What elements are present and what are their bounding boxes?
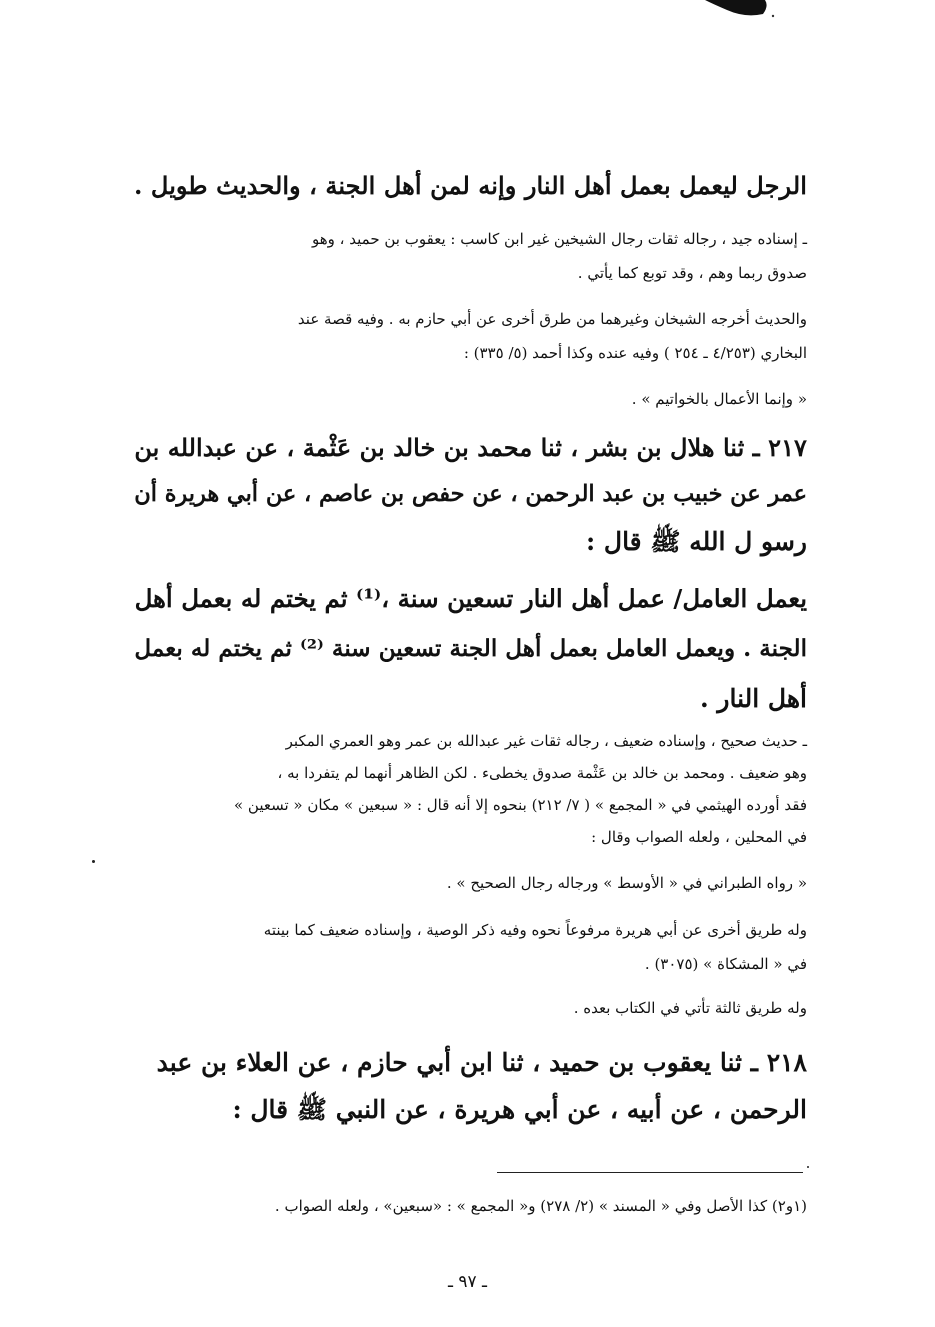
text-line: وله طريق أخرى عن أبي هريرة مرفوعاً نحوه وفيه ذكر الوصية ، وإسناده ضعيف كما بينته [263,921,807,939]
note-217 [127,725,807,853]
text-line: وهو ضعيف . ومحمد بن خالد بن عَثْمة صدوق يخطىء . لكن الظاهر أنهما لم يتفردا به ، [277,764,807,782]
text-line: والحديث أخرجه الشيخان وغيرهما من طرق أخرى عن أبي حازم به . وفيه قصة عند [297,310,807,328]
text-line: الجنة . ويعمل العامل بعمل أهل الجنة تسعين سنة ⁽²⁾ ثم يختم له بعمل [134,635,807,662]
footnote-divider [497,1172,803,1173]
hadith-217-matn [127,574,807,724]
ink-smudge-mark [705,0,775,20]
text-line: يعمل العامل/ عمل أهل النار تسعين سنة ،⁽¹⁾ ثم يختم له بعمل أهل [134,584,807,613]
quote-216 [127,382,807,416]
text-line: صدوق ربما وهم ، وقد توبع كما يأتي . [577,264,807,282]
note-217-b [127,913,807,981]
text-line: الرجل ليعمل بعمل أهل النار وإنه لمن أهل الجنة ، والحديث طويل . [134,171,807,200]
text-line: ٢١٨ ـ ثنا يعقوب بن حميد ، ثنا ابن أبي حازم ، عن العلاء بن عبد [156,1048,807,1077]
text-line: الرحمن ، عن أبيه ، عن أبي هريرة ، عن النبي ﷺ قال : [232,1095,807,1124]
hadith-217-isnad [127,424,807,565]
scan-speck [92,860,95,863]
text-line: ٢١٧ ـ ثنا هلال بن بشر ، ثنا محمد بن خالد بن عَثْمة ، عن عبدالله بن [134,433,807,462]
text-line: ـ إسناده جيد ، رجاله ثقات رجال الشيخين غير ابن كاسب : يعقوب بن حميد ، وهو [312,230,807,248]
page-number: ـ ٩٧ ـ [447,1272,488,1292]
text-line: (١و٢) كذا الأصل وفي « المسند » (٢/ ٢٧٨) و« المجمع » : «سبعين» ، ولعله الصواب . [274,1197,807,1215]
text-line: وله طريق ثالثة تأتي في الكتاب بعده . [573,999,807,1017]
note-216-b [127,302,807,370]
text-line: « رواه الطبراني في « الأوسط » ورجاله رجال الصحيح » . [446,874,807,892]
quote-217 [127,866,807,900]
text-line: رسو ل الله ﷺ قال : [585,527,807,556]
text-line: البخاري (٤/٢٥٣ ـ ٢٥٤ ) وفيه عنده وكذا أحمد (٥/ ٣٣٥) : [463,344,807,362]
text-line: في المحلين ، ولعله الصواب وقال : [591,828,807,846]
text-line: فقد أورده الهيثمي في « المجمع » ( ٧/ ٢١٢) بنحوه إلا أنه قال : « سبعين » مكان « تسعين » [233,796,807,814]
note-216 [127,222,807,290]
note-217-c [127,991,807,1025]
text-line: أهل النار . [700,684,807,713]
text-line: عمر عن خبيب بن عبد الرحمن ، عن حفص بن عاصم ، عن أبي هريرة أن [134,481,807,507]
text-line: في « المشكاة » (٣٠٧٥) . [644,955,807,973]
text-line: « وإنما الأعمال بالخواتيم » . [631,390,807,408]
continuation-text [127,166,807,206]
scan-speck [807,1166,809,1168]
footnote [127,1191,807,1221]
text-line: ـ حديث صحيح ، وإسناده ضعيف ، رجاله ثقات غير عبدالله بن عمر وهو العمري المكبر [285,732,807,750]
hadith-218-isnad [127,1039,807,1133]
